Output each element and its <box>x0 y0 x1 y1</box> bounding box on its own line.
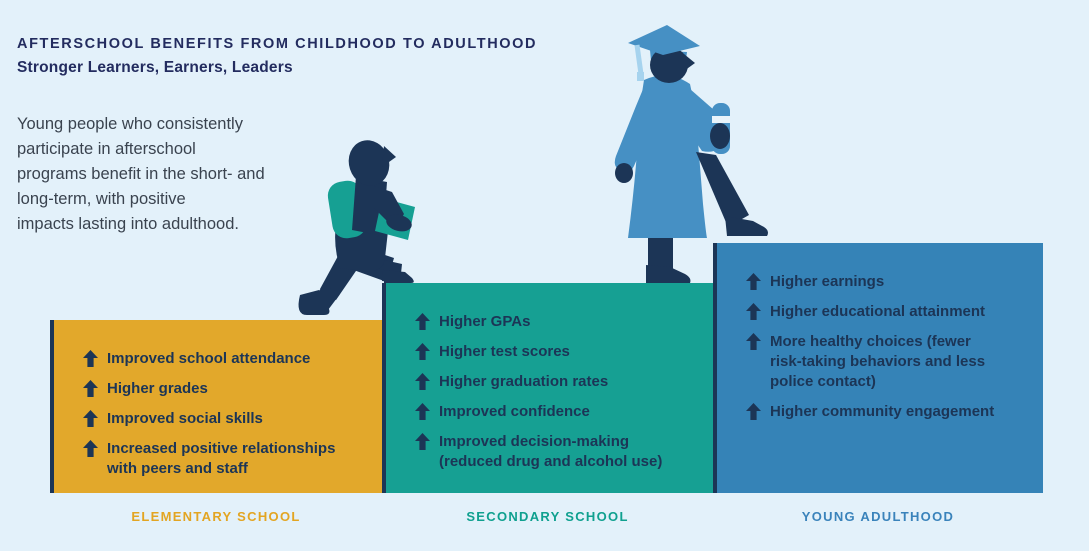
benefit-text: Improved confidence <box>439 403 590 420</box>
benefit-item <box>415 312 707 332</box>
intro-line: programs benefit in the short- and <box>17 165 265 183</box>
up-arrow-icon <box>415 343 430 360</box>
benefit-text: Higher GPAs <box>439 313 531 330</box>
intro-line: long-term, with positive <box>17 190 186 208</box>
benefit-text: Improved social skills <box>107 410 263 427</box>
benefit-text: Higher earnings <box>770 273 885 290</box>
up-arrow-icon <box>746 403 761 420</box>
benefit-item <box>746 272 1037 292</box>
intro-paragraph <box>17 112 265 237</box>
benefit-text: Improved decision-making (reduced drug and alcohol use) <box>439 433 663 470</box>
benefit-item <box>746 332 1037 392</box>
benefit-text: Improved school attendance <box>107 350 311 367</box>
child-climbing-figure <box>294 136 420 320</box>
up-arrow-icon <box>83 350 98 367</box>
elementary-school-block <box>50 320 382 493</box>
benefit-text: Higher educational attainment <box>770 303 986 320</box>
benefit-item <box>83 379 376 399</box>
up-arrow-icon <box>415 373 430 390</box>
page-subtitle: Stronger Learners, Earners, Leaders <box>17 59 293 76</box>
benefit-text: Higher graduation rates <box>439 373 609 390</box>
young-adulthood-label: YOUNG ADULTHOOD <box>801 509 955 524</box>
up-arrow-icon <box>415 403 430 420</box>
benefit-item <box>415 372 707 392</box>
up-arrow-icon <box>746 303 761 320</box>
elementary-school-label: ELEMENTARY SCHOOL <box>131 509 301 524</box>
intro-line: Young people who consistently <box>17 115 243 133</box>
benefit-item <box>415 342 707 362</box>
benefit-text: Higher community engagement <box>770 403 995 420</box>
benefit-text: Increased positive relationships with peers and staff <box>107 440 336 477</box>
intro-line: impacts lasting into adulthood. <box>17 215 239 233</box>
benefit-text: Higher grades <box>107 380 208 397</box>
secondary-school-block <box>382 283 713 493</box>
benefit-item <box>415 432 707 472</box>
graduate-figure <box>606 22 771 284</box>
secondary-school-label: SECONDARY SCHOOL <box>466 509 629 524</box>
benefit-item <box>83 439 376 479</box>
elementary-benefit-list <box>54 320 382 479</box>
benefit-item <box>746 302 1037 322</box>
up-arrow-icon <box>83 410 98 427</box>
benefit-text: More healthy choices (fewer risk-taking behaviors and less police contact) <box>770 333 986 390</box>
up-arrow-icon <box>415 433 430 450</box>
benefit-item <box>415 402 707 422</box>
up-arrow-icon <box>83 380 98 397</box>
up-arrow-icon <box>746 333 761 350</box>
up-arrow-icon <box>83 440 98 457</box>
benefit-item <box>83 349 376 369</box>
secondary-benefit-list <box>386 283 713 472</box>
page-title: AFTERSCHOOL BENEFITS FROM CHILDHOOD TO ADULTHOOD <box>17 36 538 52</box>
intro-line: participate in afterschool <box>17 140 196 158</box>
benefit-text: Higher test scores <box>439 343 570 360</box>
benefit-item <box>83 409 376 429</box>
benefit-item <box>746 402 1037 422</box>
